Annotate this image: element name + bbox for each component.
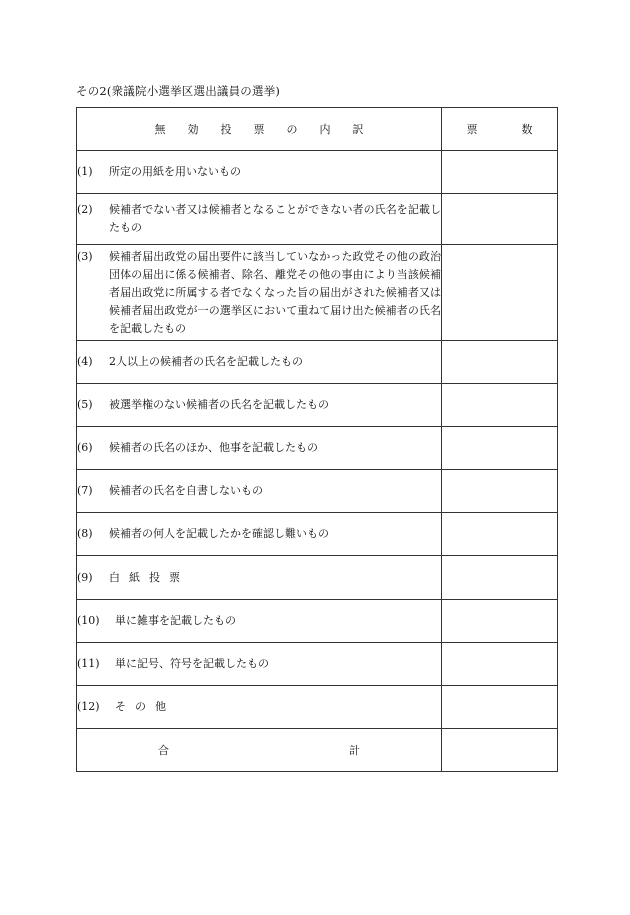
table-row	[77, 384, 558, 427]
row-text: 候補者の何人を記載したかを確認し難いもの	[109, 527, 329, 540]
header-char: 無	[154, 123, 166, 136]
row-description	[77, 600, 442, 643]
header-char: 票	[466, 123, 478, 136]
row-text: 2人以上の候補者の氏名を記載したもの	[109, 355, 303, 368]
row-description	[77, 513, 442, 556]
row-vote-count	[442, 384, 558, 427]
total-row	[77, 729, 558, 772]
header-char: 票	[253, 123, 265, 136]
table-row	[77, 470, 558, 513]
header-char: 数	[521, 123, 533, 136]
row-vote-count	[442, 427, 558, 470]
row-vote-count	[442, 556, 558, 600]
row-number: (2)	[77, 203, 93, 216]
row-number: (8)	[77, 527, 93, 540]
table-row	[77, 686, 558, 729]
header-description	[77, 108, 442, 151]
row-description	[77, 341, 442, 384]
row-vote-count	[442, 151, 558, 194]
row-text: 候補者届出政党の届出要件に該当していなかった政党その他の政治団体の届出に係る候補者、除名、離党その他の事由により当該候補者届出政党に所属する者でなくなった旨の届出がされた候補者又は候補者届出政党が一の選挙区において重ねて届け出た候補者の氏名を記載したもの	[109, 249, 441, 335]
row-text: 被選挙権のない候補者の氏名を記載したもの	[109, 398, 329, 411]
table-row	[77, 427, 558, 470]
row-vote-count	[442, 513, 558, 556]
table-row	[77, 643, 558, 686]
row-text: 白紙投票	[109, 570, 189, 584]
header-char: 内	[319, 123, 331, 136]
table-row	[77, 245, 558, 341]
row-number: (11)	[77, 657, 100, 670]
document-title: その2(衆議院小選挙区選出議員の選挙)	[76, 84, 281, 98]
total-label	[77, 729, 442, 772]
row-number: (9)	[77, 570, 93, 584]
row-text: 単に雑事を記載したもの	[115, 614, 236, 627]
table-header-row	[77, 108, 558, 151]
row-description	[77, 686, 442, 729]
total-char: 計	[349, 744, 360, 757]
row-number: (3)	[77, 249, 93, 263]
row-description	[77, 427, 442, 470]
row-number: (7)	[77, 484, 93, 497]
row-number: (10)	[77, 614, 100, 627]
header-char: の	[286, 123, 298, 136]
header-char: 効	[187, 123, 199, 136]
row-vote-count	[442, 686, 558, 729]
header-char: 投	[220, 123, 232, 136]
row-vote-count	[442, 470, 558, 513]
row-text: 候補者の氏名のほか、他事を記載したもの	[109, 441, 318, 454]
row-vote-count	[442, 341, 558, 384]
header-char: 訳	[352, 123, 364, 136]
header-vote-count	[442, 108, 558, 151]
total-vote-count	[442, 729, 558, 772]
row-description	[77, 384, 442, 427]
table-row	[77, 513, 558, 556]
row-description	[77, 470, 442, 513]
row-vote-count	[442, 643, 558, 686]
total-char: 合	[158, 744, 169, 757]
table-row	[77, 600, 558, 643]
row-text: その他	[115, 700, 175, 713]
row-description	[77, 245, 442, 341]
row-description	[77, 643, 442, 686]
row-vote-count	[442, 245, 558, 341]
row-vote-count	[442, 600, 558, 643]
invalid-votes-table	[76, 107, 558, 772]
row-description	[77, 556, 442, 600]
row-text: 候補者の氏名を自書しないもの	[109, 484, 263, 497]
row-number: (6)	[77, 441, 93, 454]
table-row	[77, 556, 558, 600]
row-vote-count	[442, 194, 558, 245]
row-text: 単に記号、符号を記載したもの	[115, 657, 269, 670]
row-description	[77, 151, 442, 194]
row-number: (1)	[77, 165, 93, 178]
row-number: (12)	[77, 700, 100, 713]
table-row	[77, 151, 558, 194]
row-description	[77, 194, 442, 245]
row-text: 候補者でない者又は候補者となることができない者の氏名を記載したもの	[109, 203, 441, 234]
table-row	[77, 194, 558, 245]
row-number: (5)	[77, 398, 93, 411]
table-row	[77, 341, 558, 384]
row-text: 所定の用紙を用いないもの	[109, 165, 241, 178]
row-number: (4)	[77, 355, 93, 368]
